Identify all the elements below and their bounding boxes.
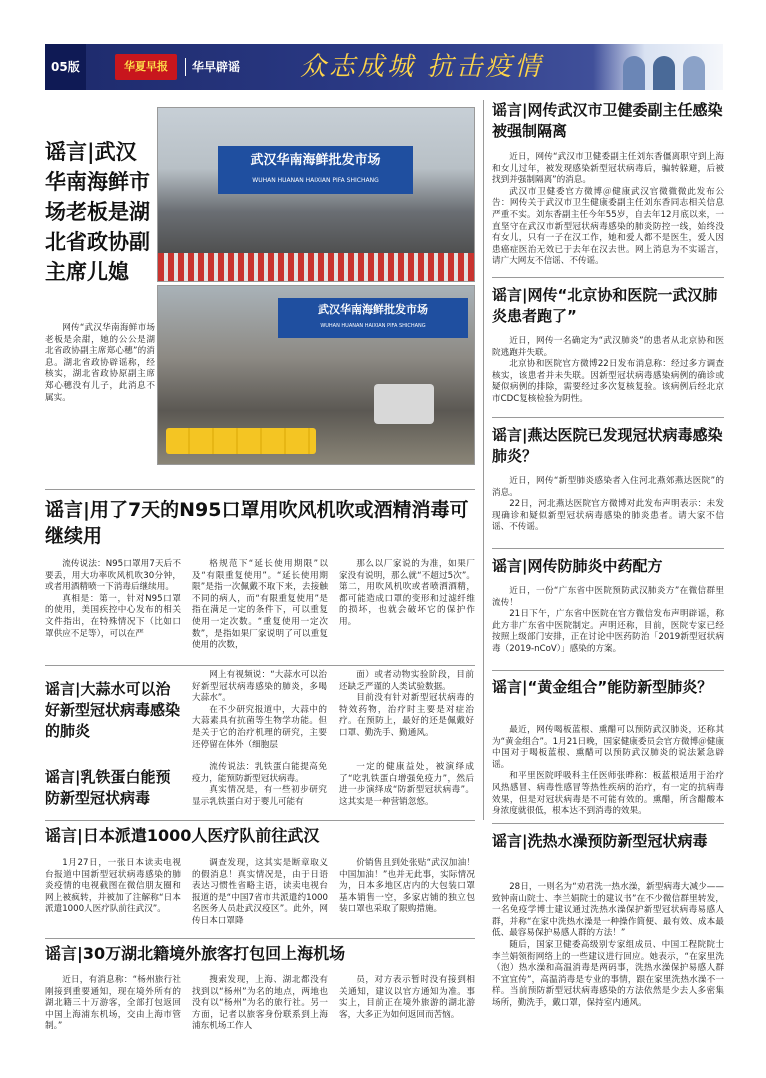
n95-rumor-headline: 谣言|用了7天的N95口罩用吹风机吹或酒精消毒可继续用	[45, 499, 469, 547]
shanghai-rumor-headline: 谣言|30万湖北籍境外旅客打包回上海机场	[45, 944, 346, 963]
medical-staff-illustration	[593, 44, 723, 90]
shanghai-rumor-col2: 搜索发现，上海、湖北都没有找到以“杨州”为名的地点，两地也没有以“杨州”为名的旅行社。另一方面，记者以旅客身份联系到上海浦东机场工作人	[192, 975, 328, 1032]
page-number: 05版	[45, 44, 86, 90]
yanda-rumor-headline: 谣言|燕达医院已发现冠状病毒感染肺炎？	[492, 426, 723, 465]
shanghai-rumor-col3: 员，对方表示暂时没有接到相关通知，建议以官方通知为准。事实上，目前正在境外旅游的湖北游客，大多正为如何返回而苦恼。	[339, 975, 475, 1020]
column-divider	[483, 100, 484, 820]
official-rumor-headline: 谣言|网传武汉市卫健委副主任感染被强制隔离	[492, 101, 723, 140]
medic-figure-icon	[683, 56, 705, 90]
market-photo-1	[157, 107, 475, 282]
divider	[492, 417, 724, 418]
japan-rumor-col2: 调查发现，这其实是断章取义的假消息！真实情况是，由于日语表达习惯性省略主语，读卖电视台报道的是“中国7省市共派遣约1000名医务人员赴武汉疫区”。此外，网传日本口罩降	[192, 858, 328, 926]
yanda-rumor-body: 近日，网传“新型肺炎感染者入住河北燕郊燕达医院”的消息。 22日，河北燕达医院官方微博对此发布声明表示：未发现确诊和疑似新型冠状病毒感染的肺炎患者。请大家不信谣、不传谣。	[492, 476, 724, 533]
boss-rumor-headline: 谣言|武汉华南海鲜市场老板是湖北省政协副主席儿媳	[45, 139, 150, 284]
bath-rumor-body: 28日，一则名为“劝君洗一热水澡，新型病毒大减少——致钟南山院士、李兰娟院士的建议书”在不少微信群里转发，一名免疫学博士建议通过洗热水澡保护新型冠状病毒易感人群，并称“在家中洗热水澡是一种操作简便、最有效、成本最低、最容易保护易感人群的方法！” 随后，国家卫健委高级别专家组成员、中国工程院院士李兰娟领衔网络上的一些建议进行回应。她表示，“在家里洗（泡）热水澡和高温消毒是两码事，洗热水澡保护易感人群不宜宜传”，高温消毒是专业的事情，跟在家里洗热水澡不一样。当前预防新型冠状病毒感染的方法依然是少去人多密集场所，勤洗手，戴口罩，保持室内通风。	[492, 882, 724, 1008]
shanghai-rumor-col1: 近日，有消息称：“杨州旅行社刚接到重要通知，现在境外所有的湖北籍三十万游客，全部打包返回中国上海浦东机场，交由上海市管制。”	[45, 975, 181, 1032]
market-sign: 武汉华南海鲜批发市场 WUHAN HUANAN HAIXIAN PIFA SHICHANG	[218, 146, 413, 194]
tcm-rumor-body: 近日，一份“广东省中医院预防武汉肺炎方”在微信群里流传！ 21日下午，广东省中医院在官方微信发布声明辟谣，称此方非广东省中医院制定。声明还称，目前，医院专家已经按照上级部门安排，正在讨论中医药防治「2019新型冠状病毒（2019-nCoV）」感染的方案。	[492, 586, 724, 654]
japan-rumor-headline: 谣言|日本派遣1000人医疗队前往武汉	[45, 826, 320, 845]
peking-rumor-body: 近日，网传一名确定为“武汉肺炎”的患者从北京协和医院逃跑并失联。 北京协和医院官方微博22日发布消息称：经过多方调查核实，该患者并未失联。因新型冠状病毒感染病例的确诊或疑似病例的排除，需要经过多次复核复验。该病例后经北京市CDC复核检验为阴性。	[492, 336, 724, 404]
probiotic-rumor-headline: 谣言|乳铁蛋白能预防新型冠状病毒	[45, 768, 171, 807]
garlic-rumor-col1: 网上有视频说：“大蒜水可以治好新型冠状病毒感染的肺炎，多喝大蒜水”。 在不少研究报道中，大蒜中的大蒜素具有抗菌等生物学功能。但是关于它的治疗机理的研究，主要还停留在体外（细胞层	[192, 670, 327, 750]
n95-rumor-col1: 流传说法：N95口罩用7天后不要丢，用大功率吹风机吹30分钟，或者用酒精喷一下消毒后继续用。 真相是：第一，针对N95口罩的使用，美国疾控中心发布的相关文件指出，在特殊情况下（比如口罩供应不足等），可以在严	[45, 559, 181, 639]
slogan: 众志成城 抗击疫情	[300, 52, 544, 82]
divider	[45, 665, 475, 666]
bath-rumor-headline: 谣言|洗热水澡预防新型冠状病毒	[492, 832, 708, 850]
japan-rumor-col3: 价销售且到处张贴“武汉加油！中国加油！”也并无此事，实际情况为，日本多地区店内的大包装口罩基本销售一空，多家店铺的独立包装口罩也采取了限购措施。	[339, 858, 475, 915]
parked-vehicle	[374, 384, 434, 424]
boss-rumor-body: 网传“武汉华南海鲜市场老板是余甜，她的公公是湖北省政协副主席郑心穗”的消息。湖北省政协辟谣称，经核实，湖北省政协原副主席郑心穗没有儿子，此消息不属实。	[45, 323, 155, 403]
divider	[45, 938, 475, 939]
official-rumor-body: 近日，网传“武汉市卫健委副主任刘东香僵离职守到上海和女儿过年，被发现感染新型冠状病毒后，骗转躲避，后被找到并强制隔离”的消息。 武汉市卫健委官方微博＠健康武汉官微微微此发布公告：网传关于武汉市卫生健康委副主任刘东香同志相关信息严重不实。刘东香副主任今年55岁，自去年12月底以来，一直坚守在武汉市新型冠状病毒感染的肺炎防控一线，始终没有女儿，只有一子在汉工作，她和爱人都不是医生，爱人因患癌症医治无效已于去年在汉去世。网上消息为不实谣言，请广大网友不信谣、不传谣。	[492, 152, 724, 267]
tcm-rumor-headline: 谣言|网传防肺炎中药配方	[492, 557, 663, 575]
garlic-rumor-headline: 谣言|大蒜水可以治好新型冠状病毒感染的肺炎	[45, 680, 181, 740]
garlic-rumor-col2: 面）或者动物实验阶段，目前还缺乏严谨的人类试验数据。 目前没有针对新型冠状病毒的特效药物，治疗时主要是对症治疗。在预防上，最好的还是佩戴好口罩、勤洗手、勤通风。	[339, 670, 474, 738]
divider	[45, 820, 475, 821]
yellow-barrier	[166, 428, 316, 454]
newspaper-logo: 华夏早报	[115, 54, 177, 80]
divider	[45, 489, 475, 490]
divider	[492, 277, 724, 278]
probiotic-rumor-col2: 一定的健康益处，被演绎成了“吃乳铁蛋白增强免疫力”，然后进一步演绎成“防新型冠状病毒”。这其实是一种营销忽悠。	[339, 762, 474, 807]
market-photo-2	[157, 285, 475, 465]
construction-fence	[158, 253, 474, 281]
column-name: 华早辟谣	[192, 60, 241, 74]
doctor-figure-icon	[623, 56, 645, 90]
market-sign: 武汉华南海鲜批发市场 WUHAN HUANAN HAIXIAN PIFA SHICHANG	[278, 298, 468, 338]
combo-rumor-body: 最近，网传喝板蓝根、熏醋可以预防武汉肺炎，还称其为“黄金组合”。1月21日晚，国家健康委员会官方微博＠健康中国对于喝板蓝根、熏醋可以预防武汉肺炎的说法紧急辟谣。 和平里医院呼吸科主任医师张晔称：板蓝根适用于治疗风热感冒、病毒性感冒等热性疾病的治疗，有一定的抗病毒效果，但是对冠状病毒是不可能有效的。熏醋，所含醋酸本身浓度就很低，根本达不到消毒的效果。	[492, 725, 724, 817]
japan-rumor-col1: 1月27日，一张日本读卖电视台报道中国新型冠状病毒感染的肺炎疫情的电视截图在微信朋友圈和网上被疯转，并被加了注解称“日本派遣1000人医疗队前往武汉”。	[45, 858, 181, 915]
peking-rumor-headline: 谣言|网传“北京协和医院一武汉肺炎患者跑了”	[492, 286, 718, 325]
divider	[185, 58, 186, 76]
n95-rumor-col3: 那么以厂家说的为准，如果厂家没有说明，那么就“不超过5次”。第二，用吹风机吹或者喷洒酒精，都可能造成口罩的变形和过滤纤维的损坏，也就会破坏它的保护作用。	[339, 559, 475, 627]
combo-rumor-headline: 谣言|“黄金组合”能防新型肺炎？	[492, 678, 713, 696]
n95-rumor-col2: 格规范下“延长使用期限”以及“有限重复使用”。“延长使用期限”是指一次佩戴不取下来，去接触不同的病人，而“有限重复使用”是指在满足一定的条件下，可以重复使用一定次数。“重复使用一定次数”，是指如果厂家说明了可以重复使用的次数，	[192, 559, 328, 651]
masthead-banner	[45, 44, 723, 90]
divider	[492, 548, 724, 549]
divider	[492, 670, 724, 671]
probiotic-rumor-col1: 流传说法：乳铁蛋白能提高免疫力，能预防新型冠状病毒。 真实情况是，有一些初步研究显示乳铁蛋白对于婴儿可能有	[192, 762, 327, 807]
divider	[492, 823, 724, 824]
nurse-figure-icon	[653, 56, 675, 90]
